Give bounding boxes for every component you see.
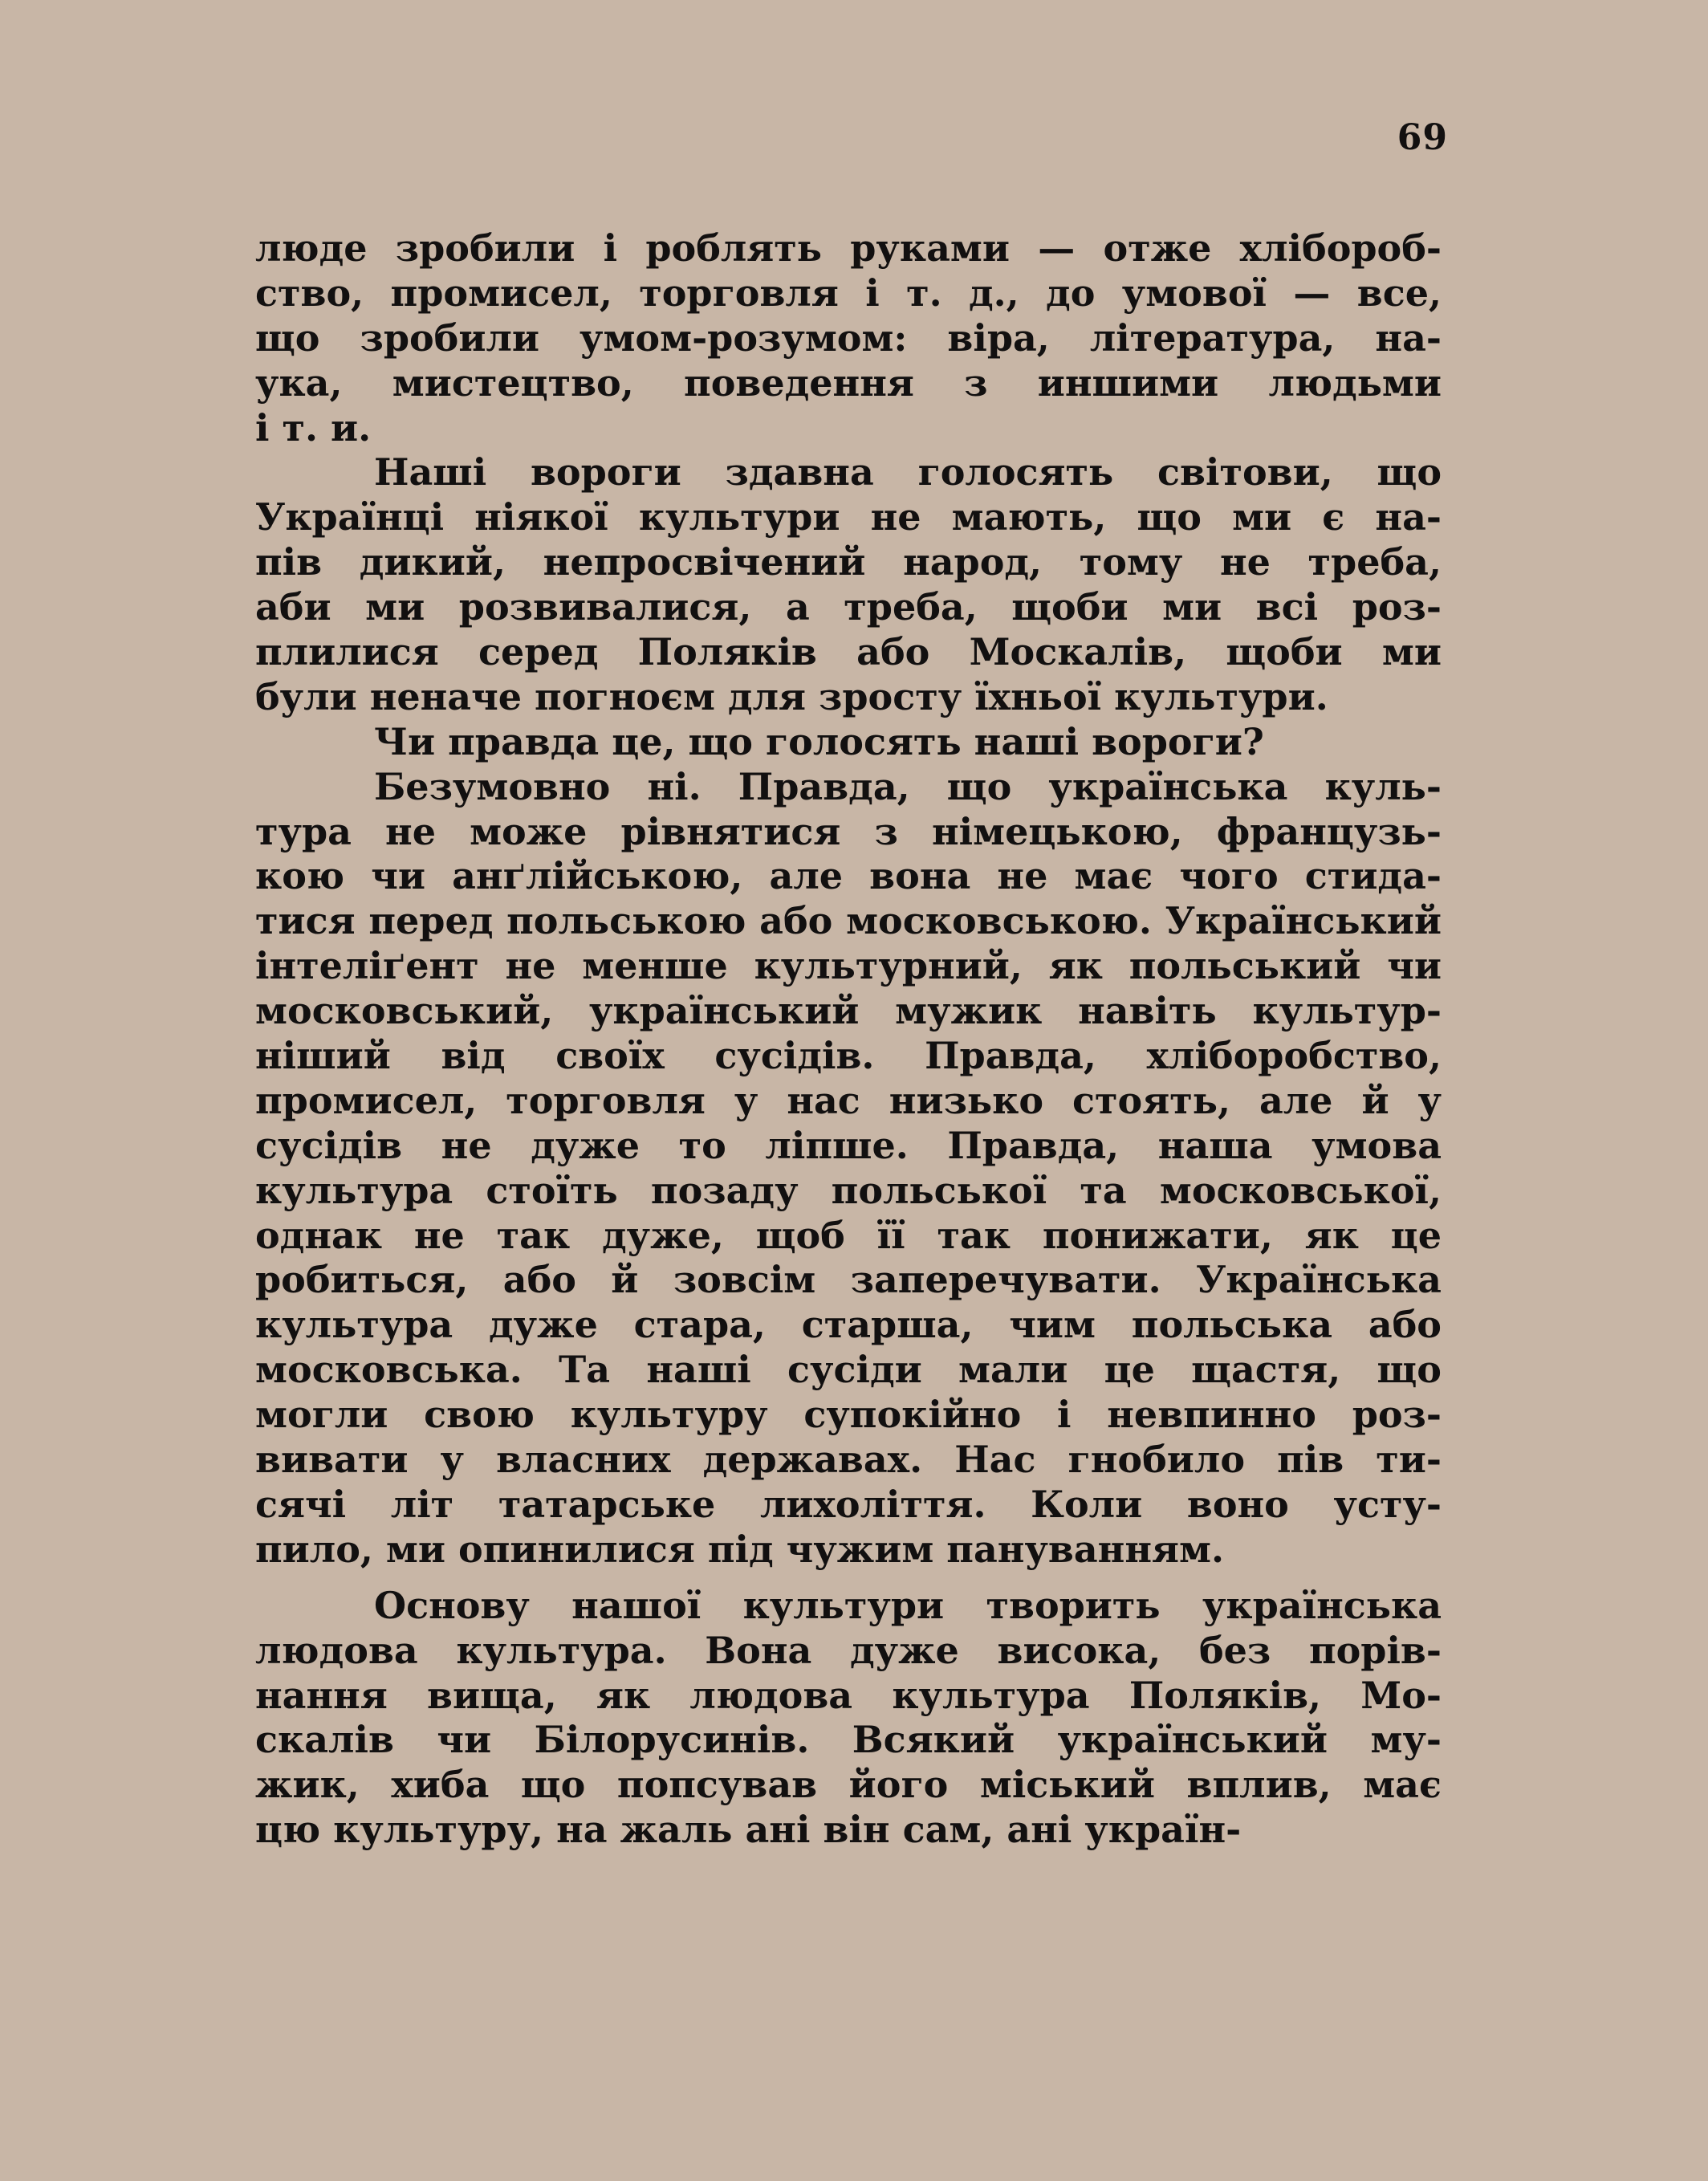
text-line: вивати у власних державах. Нас гнобило пів ти- xyxy=(255,1438,1442,1482)
paragraph-gap xyxy=(255,1573,1442,1584)
paragraph xyxy=(255,720,1442,765)
text-line: культура стоїть позаду польської та московської, xyxy=(255,1168,1442,1212)
text-line: і т. и. xyxy=(255,405,372,450)
body-text xyxy=(255,226,1442,1853)
text-line: Українці ніякої культури не мають, що ми є на- xyxy=(255,495,1442,539)
text-line: кою чи анґлійською, але вона не має чого стида- xyxy=(255,854,1442,898)
text-line: тися перед польською або московською. Український xyxy=(255,899,1442,943)
text-line: промисел, торговля у нас низько стоять, але й у xyxy=(255,1078,1442,1122)
text-line: московська. Та наші сусіди мали це щастя, що xyxy=(255,1348,1442,1392)
text-line: люде зробили і роблять руками — отже хлібороб- xyxy=(255,226,1442,270)
paragraph xyxy=(255,765,1442,1573)
text-line: ука, мистецтво, поведення з иншими людьми xyxy=(255,360,1442,405)
text-line: московський, український мужик навіть культур- xyxy=(255,989,1442,1033)
text-line: культура дуже стара, старша, чим польська або xyxy=(255,1303,1442,1347)
text-line: жик, хиба що попсував його міський вплив, має xyxy=(255,1763,1442,1807)
text-line: плилися серед Поляків або Москалів, щоби ми xyxy=(255,630,1442,674)
text-line: були неначе погноєм для зросту їхньої культури. xyxy=(255,674,1328,718)
paragraph xyxy=(255,1584,1442,1853)
text-line: могли свою культуру супокійно і невпинно роз- xyxy=(255,1393,1442,1437)
text-line: людова культура. Вона дуже висока, без порів- xyxy=(255,1628,1442,1672)
text-line: однак не так дуже, щоб її так понижати, як це xyxy=(255,1213,1442,1257)
paragraph xyxy=(255,226,1442,450)
page-number: 69 xyxy=(1397,117,1448,158)
text-line: пів дикий, непросвічений народ, тому не треба, xyxy=(255,540,1442,584)
text-line: аби ми розвивалися, а треба, щоби ми всі роз- xyxy=(255,585,1442,629)
text-line: сячі літ татарське лихоліття. Коли воно усту- xyxy=(255,1482,1442,1526)
text-line: пило, ми опинилися під чужим пануванням. xyxy=(255,1527,1224,1571)
paragraph xyxy=(255,450,1442,719)
text-line: скалів чи Білорусинів. Всякий український му- xyxy=(255,1718,1442,1762)
text-line: що зробили умом-розумом: віра, література, на- xyxy=(255,315,1442,360)
text-line: інтеліґент не менше культурний, як польський чи xyxy=(255,944,1442,988)
text-line: цю культуру, на жаль ані він сам, ані україн- xyxy=(255,1808,1242,1852)
text-line: Безумовно ні. Правда, що українська куль- xyxy=(374,764,1442,808)
text-line: ніший від своїх сусідів. Правда, хліборобство, xyxy=(255,1034,1442,1078)
text-line: тура не може рівнятися з німецькою, французь- xyxy=(255,809,1442,853)
text-line: Основу нашої культури творить українська xyxy=(374,1583,1442,1627)
text-line: нання вища, як людова культура Поляків, Мо- xyxy=(255,1673,1442,1717)
text-line: ство, промисел, торговля і т. д., до умової — все, xyxy=(255,271,1442,315)
text-line: Чи правда це, що голосять наші вороги? xyxy=(374,719,1264,763)
text-line: Наші вороги здавна голосять світови, що xyxy=(374,450,1442,494)
text-line: робиться, або й зовсім заперечувати. Українська xyxy=(255,1258,1442,1302)
text-line: сусідів не дуже то ліпше. Правда, наша умова xyxy=(255,1123,1442,1167)
